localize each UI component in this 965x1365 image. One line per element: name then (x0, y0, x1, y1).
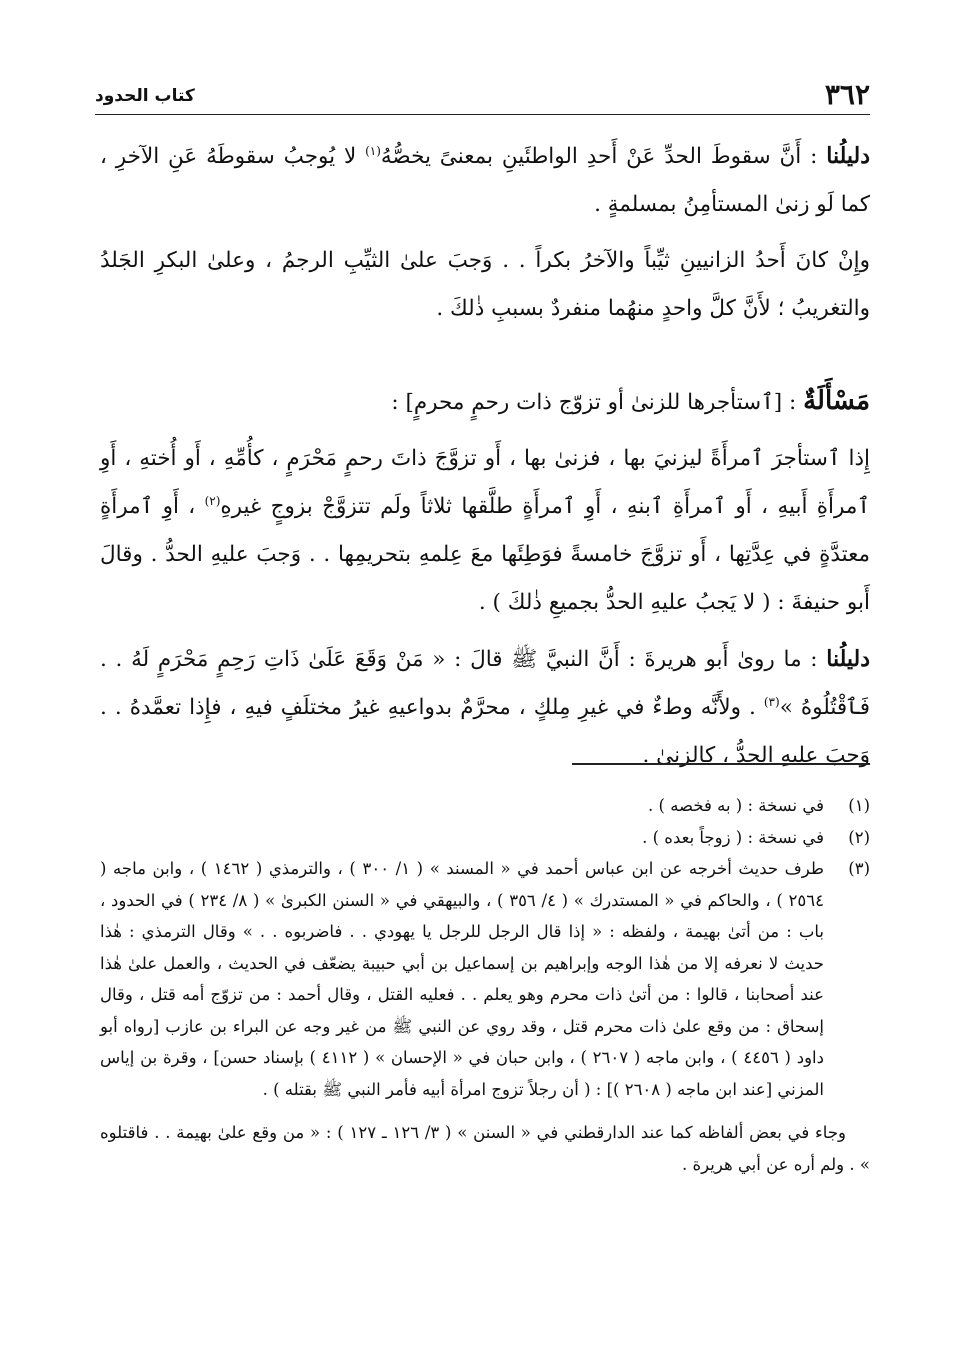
paragraph-ruling (100, 435, 870, 627)
footnote-text: في نسخة : ( زوجاً بعده ) . (642, 827, 824, 847)
paragraph-lead: دليلُنا (826, 646, 870, 672)
footnote-ref: (٢) (204, 493, 221, 508)
paragraph-text: : ما روىٰ أَبو هريرةَ : أَنَّ النبيَّ ﷺ قالَ : « مَنْ وَقَعَ عَلَىٰ ذَاتِ رَحِمٍ مَحْرَمٍ لَهُ . . فَٱقْتُلُوهُ » (100, 647, 871, 720)
masala-label: مَسْأَلَةٌ (803, 386, 870, 416)
footnote-3 (100, 853, 870, 1105)
main-text (100, 132, 870, 780)
footnote-1 (100, 790, 870, 822)
paragraph-virgin-nonvirgin: وإِنْ كانَ أَحدُ الزانيينِ ثيِّباً والآخرُ بكراً . . وَجبَ علىٰ الثيِّبِ الرجمُ ، وعلىٰ البكرِ الجَلدُ والتغريبُ ؛ لأَنَّ كلَّ واحدٍ منهُما منفردٌ بسببِ ذٰلكَ . (100, 248, 870, 321)
masala-title: : [ٱستأجرها للزنىٰ أو تزوّج ذات رحمٍ محرمٍ] : (391, 390, 804, 415)
paragraph-text: ، أَوِ ٱمرأَةٍ معتدَّةٍ في عِدَّتِها ، أَو تزوَّجَ خامسةً فوَطِئَها معَ عِلمهِ بتحريمِها . . وَجبَ عليهِ الحدُّ . وقالَ أَبو حنيفةَ : ( لا يَجبُ عليهِ الحدُّ بجميعِ ذٰلكَ ) . (100, 494, 870, 615)
paragraph-evidence-1 (100, 132, 870, 229)
footnote-ref: (٣) (763, 694, 780, 709)
footnote-2 (100, 822, 870, 854)
page-number: ٣٦٢ (824, 78, 870, 111)
running-title: كتاب الحدود (95, 86, 195, 106)
paragraph-text: إِذا ٱستأجرَ ٱمرأَةً ليزنيَ بها ، فزنىٰ بها ، أَو تزوَّجَ ذاتَ رحمٍ مَحْرَمٍ ، كأُمِّهِ ، أَو أُختهِ ، أَوِ ٱمرأَةِ أَبيهِ ، أَو ٱمرأَةِ ٱبنهِ ، أَوِ ٱمرأَةٍ طلَّقها ثلاثاً ولَم تتزوَّجْ بزوجٍ غيرهِ (100, 446, 870, 519)
masala-heading (100, 377, 870, 427)
footnote-continuation: وجاء في بعض ألفاظه كما عند الدارقطني في « السنن » ( ٣/ ١٢٦ ـ ١٢٧ ) : « من وقع علىٰ بهيمة . . فاقتلوه » . ولم أره عن أبي هريرة . (100, 1123, 870, 1174)
footnote-number: (١) (848, 796, 870, 815)
footnote-text: طرف حديث أخرجه عن ابن عباس أحمد في « المسند » ( ١/ ٣٠٠ ) ، والترمذي ( ١٤٦٢ ) ، وابن ماجه ( ٢٥٦٤ ) ، والحاكم في « المستدرك » ( ٤/ ٣٥٦ ) ، والبيهقي في « السنن الكبرىٰ » ( ٨/ ٢٣٤ ) في الحدود ، باب : من أتىٰ بهيمة ، ولفظه : « إذا قال الرجل للرجل يا يهودي . . فاضربوه . . » وقال الترمذي : هٰذا حديث لا نعرفه إلا من هٰذا الوجه وإبراهيم بن إسماعيل بن أبي حبيبة يضعّف في الحديث ، والعمل علىٰ هٰذا عند أصحابنا ، قالوا : من أتىٰ ذات محرم وهو يعلم . . فعليه القتل ، وقال أحمد : من تزوّج أمه قتل ، وقال إسحاق : من وقع علىٰ ذات محرم قتل ، وقد روي عن النبي ﷺ من غير وجه عن البراء بن عازب [رواه أبو داود ( ٤٤٥٦ ) ، وابن ماجه ( ٢٦٠٧ ) ، وابن حبان في « الإحسان » ( ٤١١٢ ) بإسناد حسن] ، وقرة بن إياس المزني [عند ابن ماجه ( ٢٦٠٨ )] : ( أن رجلاً تزوج امرأة أبيه فأمر النبي ﷺ بقتله ) . (100, 859, 824, 1099)
footnote-number: (٣) (848, 859, 870, 878)
paragraph-lead: دليلُنا (826, 143, 871, 169)
footnote-ref: (١) (365, 143, 381, 158)
paragraph-text: لا يُوجبُ سقوطَهُ عَنِ الآخرِ ، كما لَو زنىٰ المستأمِنُ بمسلمةٍ . (100, 144, 870, 217)
footnotes (100, 790, 870, 1180)
paragraph-text: . ولأَنَّه وطءٌ في غيرِ مِلكٍ ، محرَّمٌ بدواعيهِ غيرُ مختلَفٍ فيهِ ، فإِذا تعمَّدهُ . . وَجبَ عليهِ الحدُّ ، كالزنىٰ . (100, 695, 870, 768)
paragraph-evidence-2 (100, 635, 870, 780)
footnote-text: في نسخة : ( به فخصه ) . (648, 796, 824, 815)
footnote-separator (572, 763, 870, 765)
page-header (95, 74, 870, 115)
footnote-number: (٢) (848, 827, 870, 847)
paragraph-text: : أَنَّ سقوطَ الحدِّ عَنْ أَحدِ الواطئَينِ بمعنىً يخصُّهُ (380, 144, 827, 169)
